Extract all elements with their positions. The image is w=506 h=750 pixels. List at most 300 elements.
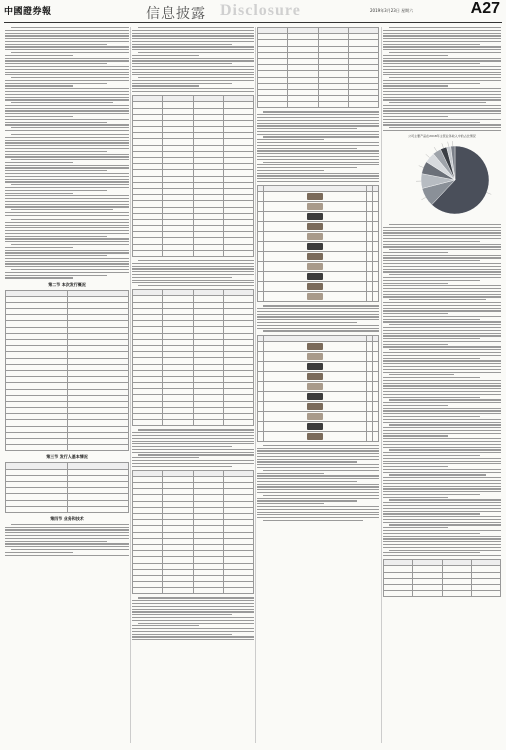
text-line — [5, 204, 129, 205]
product-photo — [307, 403, 323, 410]
text-line — [257, 120, 379, 121]
text-line — [389, 374, 454, 375]
text-line — [257, 164, 379, 165]
pie-leader-line — [421, 197, 425, 200]
text-line — [257, 139, 324, 140]
text-line — [383, 458, 501, 459]
product-photo — [307, 433, 323, 440]
text-line — [383, 505, 501, 506]
text-line — [257, 148, 357, 149]
text-line — [383, 269, 501, 270]
text-line — [383, 355, 501, 356]
text-line — [383, 469, 501, 470]
text-line — [5, 195, 129, 196]
table-cell — [413, 591, 442, 597]
text-line — [383, 333, 501, 334]
text-line — [383, 538, 501, 539]
text-line — [5, 222, 129, 223]
text-line — [383, 472, 501, 473]
product-photo — [307, 293, 323, 300]
issue-date: 2019年3月23日 星期六 — [370, 8, 414, 13]
text-line — [11, 159, 129, 160]
text-line — [383, 72, 501, 73]
text-line — [383, 305, 501, 306]
text-line — [257, 314, 379, 315]
table-row — [258, 212, 379, 222]
text-line — [383, 413, 501, 414]
text-line — [11, 127, 129, 128]
text-line — [257, 325, 379, 326]
text-line — [383, 41, 501, 42]
text-line — [132, 266, 254, 267]
product-photo — [307, 413, 323, 420]
text-line — [257, 473, 324, 474]
text-line — [5, 266, 129, 267]
text-line — [383, 260, 480, 261]
page-header — [0, 0, 506, 24]
text-line — [257, 478, 379, 479]
text-line — [257, 450, 379, 451]
text-line — [5, 130, 129, 131]
text-line — [383, 341, 501, 342]
text-block — [132, 260, 254, 286]
text-line — [257, 170, 324, 171]
text-line — [383, 388, 501, 389]
table-row — [258, 431, 379, 441]
text-line — [5, 173, 129, 174]
text-line — [257, 322, 357, 323]
text-line — [383, 124, 501, 125]
text-line — [5, 162, 73, 163]
text-line — [11, 102, 113, 103]
text-line — [5, 179, 129, 180]
text-line — [383, 85, 448, 86]
table-cell — [264, 391, 367, 401]
text-line — [5, 69, 129, 70]
text-line — [5, 88, 129, 89]
text-line — [383, 302, 501, 303]
text-line — [383, 266, 501, 267]
text-line — [257, 489, 379, 490]
text-block — [5, 524, 129, 556]
column-1 — [5, 27, 129, 743]
text-line — [257, 178, 379, 179]
table-row — [258, 371, 379, 381]
text-line — [132, 41, 254, 42]
product-photo — [307, 253, 323, 260]
table-cell — [372, 381, 378, 391]
text-line — [383, 277, 501, 278]
text-line — [383, 44, 480, 45]
text-line — [383, 455, 480, 456]
text-line — [132, 58, 254, 59]
text-line — [5, 91, 129, 92]
text-line — [257, 328, 379, 329]
text-line — [5, 258, 129, 259]
text-line — [389, 102, 486, 103]
shareholder-table — [132, 95, 254, 257]
chart-title: 公司主要产品在2018年主营业务收入中的占比情况 — [408, 134, 476, 139]
top-holders-table — [257, 27, 379, 108]
text-line — [257, 173, 379, 174]
text-line — [383, 105, 501, 106]
text-line — [383, 463, 501, 464]
product-photo — [307, 243, 323, 250]
text-line — [5, 227, 129, 228]
text-line — [132, 282, 254, 283]
text-line — [132, 639, 254, 640]
text-line — [132, 46, 254, 47]
product-photo — [307, 203, 323, 210]
text-line — [383, 405, 448, 406]
text-line — [5, 230, 129, 231]
text-line — [257, 509, 379, 510]
financial-summary-table — [383, 559, 501, 597]
text-line — [11, 52, 129, 53]
text-line — [257, 123, 379, 124]
text-line — [11, 209, 113, 210]
table-cell — [67, 506, 129, 512]
text-line — [5, 201, 129, 202]
text-line — [132, 466, 232, 467]
company-info-table — [5, 462, 129, 513]
text-line — [383, 536, 501, 537]
text-line — [132, 625, 199, 626]
text-line — [257, 512, 379, 513]
text-line — [383, 366, 501, 367]
table-cell — [372, 292, 378, 302]
text-line — [263, 111, 379, 112]
text-line — [383, 230, 501, 231]
text-line — [389, 424, 501, 425]
text-line — [383, 252, 448, 253]
table-cell — [264, 421, 367, 431]
text-line — [383, 477, 501, 478]
text-line — [389, 27, 501, 28]
table-cell — [223, 420, 253, 426]
table-cell — [372, 252, 378, 262]
column-divider — [255, 27, 256, 743]
text-line — [5, 35, 129, 36]
text-line — [132, 438, 254, 439]
product-table-2 — [257, 335, 379, 442]
text-line — [383, 330, 501, 331]
text-line — [5, 154, 129, 155]
text-line — [257, 448, 379, 449]
table-cell — [372, 262, 378, 272]
product-photo — [307, 273, 323, 280]
text-line — [132, 463, 254, 464]
table-cell — [193, 420, 223, 426]
text-line — [138, 429, 254, 430]
table-cell — [288, 102, 318, 108]
text-line — [132, 33, 254, 34]
text-line — [383, 452, 501, 453]
text-line — [5, 116, 73, 117]
table-row — [258, 282, 379, 292]
text-line — [5, 546, 129, 547]
text-line — [389, 349, 501, 350]
table-cell — [264, 282, 367, 292]
table-row — [258, 391, 379, 401]
text-line — [383, 66, 501, 67]
text-line — [132, 38, 254, 39]
text-line — [5, 212, 129, 213]
text-line — [5, 148, 129, 149]
table-row — [258, 252, 379, 262]
text-line — [383, 483, 501, 484]
text-line — [132, 609, 254, 610]
product-photo — [307, 393, 323, 400]
text-line — [257, 484, 379, 485]
text-line — [383, 513, 480, 514]
text-line — [389, 52, 501, 53]
text-line — [5, 46, 129, 47]
text-line — [5, 55, 73, 56]
text-block — [5, 134, 129, 216]
table-cell — [372, 371, 378, 381]
text-line — [257, 145, 379, 146]
column-divider — [130, 27, 131, 743]
text-line — [383, 238, 501, 239]
text-line — [389, 324, 501, 325]
text-line — [383, 308, 501, 309]
table-cell — [133, 588, 163, 594]
text-line — [257, 167, 357, 168]
table-cell — [372, 282, 378, 292]
text-line — [5, 74, 129, 75]
text-line — [383, 447, 501, 448]
text-line — [383, 113, 501, 114]
text-line — [257, 319, 379, 320]
table-cell — [264, 272, 367, 282]
text-line — [383, 74, 501, 75]
table-cell — [372, 232, 378, 242]
text-line — [132, 603, 254, 604]
table-cell — [471, 591, 500, 597]
text-line — [389, 399, 501, 400]
table-row — [258, 411, 379, 421]
text-line — [383, 319, 480, 320]
table-row — [6, 445, 129, 451]
text-line — [5, 541, 107, 542]
table-cell — [372, 202, 378, 212]
text-line — [383, 408, 501, 409]
text-line — [257, 467, 379, 468]
text-line — [138, 260, 254, 261]
table-cell — [372, 212, 378, 222]
text-line — [383, 516, 501, 517]
text-line — [5, 60, 129, 61]
text-line — [5, 215, 129, 216]
text-line — [132, 631, 254, 632]
table-cell — [163, 250, 193, 256]
text-line — [383, 97, 501, 98]
text-line — [132, 606, 254, 607]
text-line — [5, 156, 129, 157]
text-line — [257, 128, 357, 129]
text-line — [383, 296, 501, 297]
text-line — [5, 167, 129, 168]
text-line — [263, 495, 379, 496]
text-line — [132, 35, 254, 36]
text-line — [383, 88, 501, 89]
table-row — [258, 262, 379, 272]
text-line — [383, 291, 501, 292]
table-cell — [372, 242, 378, 252]
text-line — [132, 600, 254, 601]
text-line — [383, 541, 501, 542]
table-cell — [67, 445, 129, 451]
text-line — [132, 268, 254, 269]
text-line — [11, 269, 129, 270]
table-cell — [264, 381, 367, 391]
text-block — [383, 224, 501, 556]
table-row — [258, 222, 379, 232]
text-line — [257, 125, 379, 126]
text-line — [138, 623, 254, 624]
text-line — [132, 449, 254, 450]
table-cell — [372, 421, 378, 431]
text-line — [5, 119, 129, 120]
text-line — [383, 544, 501, 545]
text-line — [5, 206, 129, 207]
text-line — [11, 549, 129, 550]
text-line — [132, 83, 232, 84]
table-row — [133, 420, 254, 426]
table-cell — [133, 420, 163, 426]
table-cell — [318, 102, 348, 108]
table-cell — [372, 272, 378, 282]
text-line — [383, 363, 501, 364]
text-line — [11, 244, 129, 245]
text-line — [263, 305, 379, 306]
text-line — [5, 238, 129, 239]
text-line — [5, 170, 107, 171]
text-line — [5, 41, 129, 42]
text-line — [132, 274, 254, 275]
product-photo — [307, 223, 323, 230]
table-cell — [442, 591, 471, 597]
text-line — [383, 119, 501, 120]
text-line — [257, 156, 379, 157]
text-line — [389, 550, 501, 551]
text-line — [5, 72, 129, 73]
text-line — [257, 153, 379, 154]
text-line — [383, 313, 448, 314]
text-line — [5, 247, 73, 248]
text-line — [132, 271, 254, 272]
text-line — [383, 46, 501, 47]
text-line — [383, 244, 501, 245]
text-line — [132, 30, 254, 31]
text-line — [383, 110, 501, 111]
text-line — [138, 52, 254, 53]
text-line — [132, 441, 254, 442]
text-line — [383, 427, 501, 428]
section-heading: 第三节 发行人基本情况 — [46, 454, 88, 460]
text-line — [5, 198, 129, 199]
text-line — [383, 255, 501, 256]
text-line — [263, 470, 379, 471]
text-line — [5, 236, 107, 237]
shareholder-table-2 — [132, 289, 254, 426]
table-cell — [264, 252, 367, 262]
product-photo — [307, 213, 323, 220]
text-line — [383, 555, 501, 556]
table-row — [258, 102, 379, 108]
pie-chart-svg — [383, 140, 501, 224]
text-line — [383, 494, 480, 495]
text-line — [389, 249, 501, 250]
text-line — [132, 44, 232, 45]
table-cell — [264, 351, 367, 361]
text-line — [383, 369, 501, 370]
text-line — [5, 250, 129, 251]
table-cell — [264, 192, 367, 202]
pie-leader-line — [434, 147, 437, 151]
text-line — [132, 85, 199, 86]
table-row — [258, 341, 379, 351]
text-line — [383, 60, 501, 61]
text-line — [11, 184, 129, 185]
text-line — [132, 88, 254, 89]
text-line — [5, 233, 129, 234]
text-line — [5, 83, 107, 84]
text-line — [257, 503, 324, 504]
text-block — [132, 597, 254, 640]
table-cell — [372, 431, 378, 441]
column-4 — [383, 27, 501, 743]
text-line — [257, 117, 379, 118]
text-line — [5, 142, 129, 143]
table-cell — [264, 411, 367, 421]
table-row — [258, 232, 379, 242]
product-photo — [307, 353, 323, 360]
text-line — [5, 225, 129, 226]
text-line — [383, 522, 501, 523]
table-cell — [264, 232, 367, 242]
text-line — [383, 527, 448, 528]
text-block — [5, 27, 129, 131]
text-line — [132, 432, 254, 433]
text-line — [5, 241, 129, 242]
product-table-1 — [257, 185, 379, 302]
text-line — [383, 380, 501, 381]
text-line — [383, 519, 501, 520]
text-line — [383, 263, 501, 264]
text-line — [383, 35, 501, 36]
text-line — [383, 283, 448, 284]
section-title-english: Disclosure — [220, 2, 301, 19]
text-line — [383, 508, 501, 509]
text-line — [257, 517, 379, 518]
table-row — [258, 242, 379, 252]
text-line — [132, 55, 199, 56]
text-line — [383, 486, 501, 487]
text-line — [132, 636, 254, 637]
text-line — [11, 27, 129, 28]
text-line — [383, 80, 501, 81]
table-cell — [6, 445, 68, 451]
text-line — [132, 277, 232, 278]
table-cell — [133, 250, 163, 256]
text-line — [263, 330, 379, 331]
table-cell — [6, 506, 68, 512]
text-line — [132, 634, 232, 635]
text-line — [5, 30, 129, 31]
text-line — [383, 83, 480, 84]
